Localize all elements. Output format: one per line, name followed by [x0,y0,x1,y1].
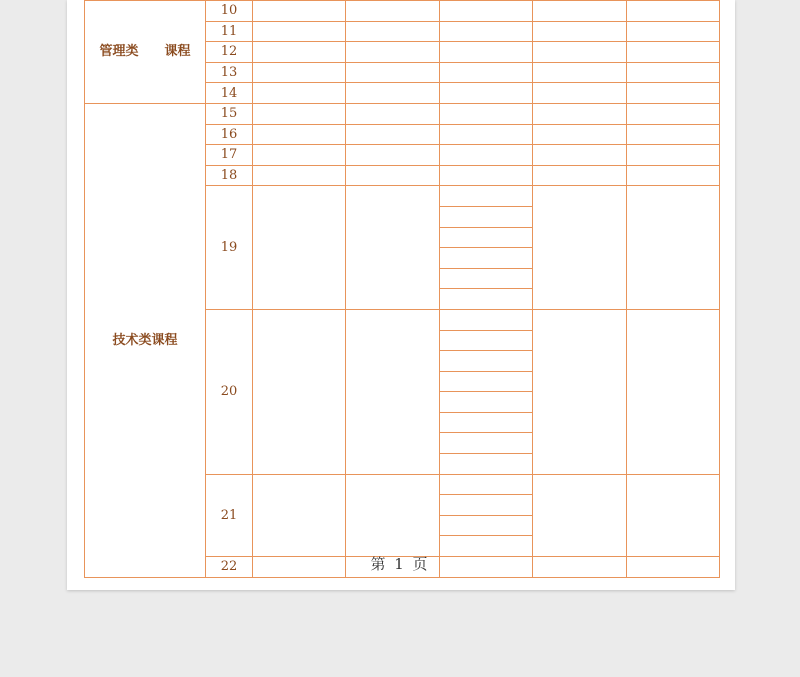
table-cell[interactable] [253,145,346,166]
table-cell[interactable] [346,309,440,474]
row-number-cell: 14 [206,83,253,104]
table-cell[interactable] [346,103,440,124]
table-cell[interactable] [533,186,627,310]
table-cell[interactable] [533,165,627,186]
table-cell[interactable] [253,21,346,42]
row-number-cell: 17 [206,145,253,166]
table-cell[interactable] [627,165,720,186]
table-subcell[interactable] [440,351,533,372]
table-row [85,1,720,22]
course-table [84,0,720,578]
table-cell[interactable] [533,62,627,83]
table-cell[interactable] [533,145,627,166]
table-cell[interactable] [253,1,346,22]
table-cell[interactable] [533,309,627,474]
table-cell[interactable] [440,42,533,63]
category-technical-cell: 技术类课程 [85,103,206,577]
row-number-cell: 21 [206,474,253,556]
table-cell[interactable] [253,474,346,556]
table-cell[interactable] [440,145,533,166]
table-subcell[interactable] [440,289,533,310]
row-number-cell: 22 [206,557,253,578]
table-cell[interactable] [533,21,627,42]
table-cell[interactable] [533,42,627,63]
table-subcell[interactable] [440,433,533,454]
table-cell[interactable] [440,21,533,42]
table-subcell[interactable] [440,412,533,433]
table-cell[interactable] [346,165,440,186]
table-cell[interactable] [627,474,720,556]
table-subcell[interactable] [440,248,533,269]
row-number-cell: 20 [206,309,253,474]
table-subcell[interactable] [440,206,533,227]
row-number-cell: 18 [206,165,253,186]
table-cell[interactable] [346,186,440,310]
table-cell[interactable] [346,62,440,83]
table-subcell[interactable] [440,392,533,413]
table-cell[interactable] [346,42,440,63]
table-subcell[interactable] [440,371,533,392]
row-number-cell: 19 [206,186,253,310]
row-number-cell: 13 [206,62,253,83]
table-cell[interactable] [346,83,440,104]
table-cell[interactable] [627,145,720,166]
table-cell[interactable] [440,165,533,186]
table-subcell[interactable] [440,536,533,557]
table-subcell[interactable] [440,474,533,495]
table-cell[interactable] [627,309,720,474]
table-cell[interactable] [627,21,720,42]
table-cell[interactable] [253,557,346,578]
table-cell[interactable] [346,474,440,556]
table-subcell[interactable] [440,495,533,516]
table-cell[interactable] [627,42,720,63]
table-subcell[interactable] [440,268,533,289]
table-cell[interactable] [533,103,627,124]
table-cell[interactable] [627,557,720,578]
table-cell[interactable] [440,62,533,83]
table-cell[interactable] [440,124,533,145]
table-cell[interactable] [627,62,720,83]
category-management-cell: 管理类 课程 [85,1,206,104]
table-cell[interactable] [346,21,440,42]
table-cell[interactable] [627,1,720,22]
table-subcell[interactable] [440,186,533,207]
table-cell[interactable] [533,124,627,145]
table-cell[interactable] [440,83,533,104]
table-subcell[interactable] [440,454,533,475]
table-row [85,103,720,124]
table-cell[interactable] [346,1,440,22]
table-subcell[interactable] [440,309,533,330]
table-subcell[interactable] [440,330,533,351]
table-cell[interactable] [253,42,346,63]
table-cell[interactable] [533,474,627,556]
table-cell[interactable] [627,186,720,310]
table-cell[interactable] [346,124,440,145]
table-cell[interactable] [440,103,533,124]
table-cell[interactable] [253,62,346,83]
table-cell[interactable] [346,145,440,166]
table-cell[interactable] [627,103,720,124]
page-number-footer: 第 1 页 [370,555,430,573]
row-number-cell: 11 [206,21,253,42]
table-cell[interactable] [253,124,346,145]
table-cell[interactable] [440,1,533,22]
table-subcell[interactable] [440,227,533,248]
row-number-cell: 16 [206,124,253,145]
table-cell[interactable] [533,1,627,22]
table-cell[interactable] [627,124,720,145]
table-cell[interactable] [533,83,627,104]
row-number-cell: 10 [206,1,253,22]
table-cell[interactable] [253,103,346,124]
row-number-cell: 12 [206,42,253,63]
table-cell[interactable] [346,557,440,578]
table-cell[interactable] [627,83,720,104]
table-cell[interactable] [440,557,533,578]
table-cell[interactable] [253,309,346,474]
table-cell[interactable] [253,83,346,104]
row-number-cell: 15 [206,103,253,124]
table-cell[interactable] [253,186,346,310]
table-cell[interactable] [253,165,346,186]
table-cell[interactable] [533,557,627,578]
table-subcell[interactable] [440,515,533,536]
